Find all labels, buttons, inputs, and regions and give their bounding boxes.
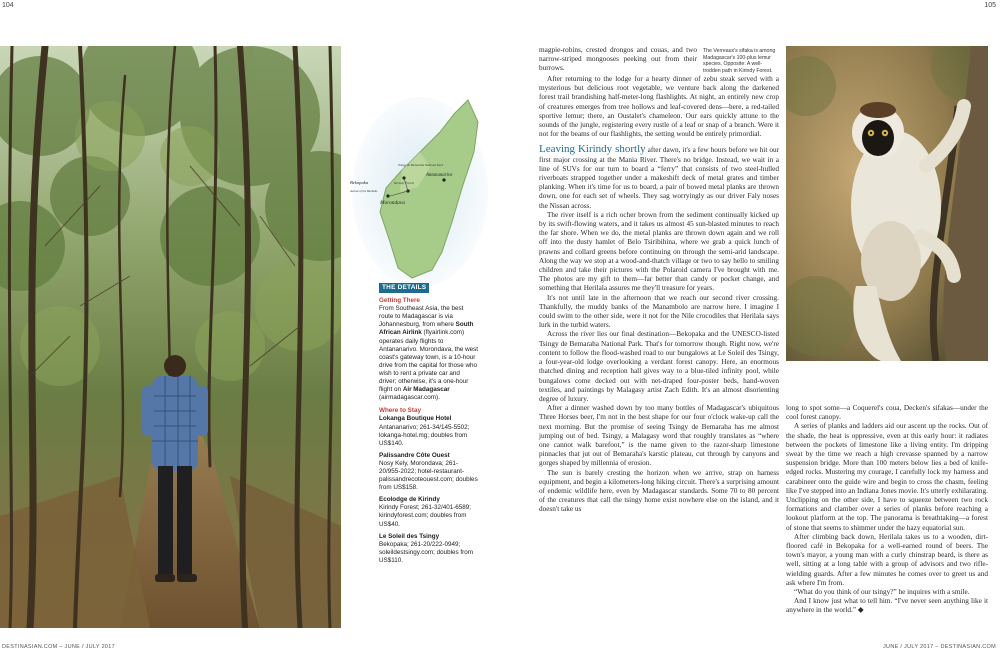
map-label-bekopaka: Bekopaka (350, 180, 369, 185)
map-label-baobabs: Avenue of the Baobabs (350, 189, 378, 193)
footer-right: JUNE / JULY 2017 – DESTINASIAN.COM (883, 644, 996, 650)
article-paragraph: It's not until late in the afternoon that we reach our second river crossing. Thankfully, the muddy banks of the Manambolo are narrow here. I imagine I could swim to the other side, were it not for the Nile crocodiles that Herilala says lurk in the turbid waters. (539, 293, 779, 330)
hotel-entry: Palissandre Côte Ouest Nosy Kely, Morondava; 261-20/955-2022; hotel-restaurant-palissandrecoteouest.com; doubles from US$158. (379, 451, 478, 492)
getting-there-text: From Southeast Asia, the best route to Madagascar is via Johannesburg, from where South African Airlink (flyairlink.com) operates daily flights to Antananarivo. Morondava, the west coast's gateway town, is a 10-hour drive from the capital for those who wish to rent a private car and driver; otherwise, it's a one-hour flight on Air Madagascar (airmadagascar.com). (379, 305, 479, 402)
page-number-left: 104 (2, 2, 14, 9)
article-paragraph: magpie-robins, crested drongos and couas, and two narrow-striped mongooses peeking out from their burrows. (539, 46, 697, 73)
page-number-right: 105 (984, 2, 996, 9)
sifaka-lemur-photo (786, 46, 988, 361)
photo-caption: The Verreaux's sifaka is among Madagascar's 100-plus lemur species. Opposite: A well-trodden path in Kirindy Forest. (703, 48, 776, 74)
article-paragraph: Across the river lies our final destination—Bekopaka and the UNESCO-listed Tsingy de Bemaraha National Park. That's for tomorrow though. Right now, we're content to follow the flood-washed road to our bungalows at Le Soleil des Tsingy, a four-year-old lodge overlooking a verdant forest canopy. Here, an enormous thatched dining and reception hall gives way to a blue-tiled infinity pool, while bungalows come decked out with net-draped four-poster beds, hand-woven textiles, and paintings by Malagasy artist Zach Edith. It's an almost disorienting degree of luxury. (539, 330, 779, 403)
article-paragraph-lead: Leaving Kirindy shortly after dawn, it's a few hours before we hit our first major crossing at the Mania River. There's no bridge. Instead, we wait in a line of SUVs for our turn to board a “ferry” that consists of two steel-hulled riverboats strapped together under a makeshift deck of metal grates and timber planking. When it's time for us to board, a pair of bowed metal planks are thrown down, one for each set of wheels. They sag worryingly as our driver Faly noses the Nissan across. (539, 143, 779, 210)
article-paragraph: long to spot some—a Coquerel's coua, Decken's sifakas—under the cool forest canopy. (786, 404, 988, 422)
article-col1 (539, 75, 779, 515)
getting-there-heading: Getting There (379, 297, 420, 305)
article-paragraph: “What do you think of our tsingy?” he inquires with a smile. (794, 588, 970, 597)
details-tag: THE DETAILS (379, 283, 429, 293)
where-to-stay-heading: Where to Stay (379, 407, 421, 415)
article-paragraph: After a dinner washed down by too many bottles of Madagascar's ubiquitous Three Horses beer, I'm not in the best shape for our four o'clock wake-up call the next morning. But the promise of seeing Tsingy de Bemaraha has me almost jumping out of bed. Tsingy, a Malagasy word that roughly translates as “where one cannot walk barefoot,” is the name given to the razor-sharp limestone pinnacles that jut out of Bemaraha's karstic plateau, cut through by canyons and gorges shaped by millennia of erosion. (539, 404, 779, 468)
article-paragraph: After returning to the lodge for a hearty dinner of zebu steak served with a mysterious but delicious root vegetable, we venture back along the darkened forest trail brandishing half-meter-long flashlights. At night, an entirely new crop of creatures emerges from tree hollows and leaf-covered dens—here, a red-tailed sportive lemur; there, an Oustalet's chameleon. Our ears quickly attune to the sounds of the jungle, registering every rustle of a leaf or snap of a branch. Were it not for the beams of our flashlights, the setting would be entirely primordial. (539, 75, 779, 139)
hotel-entry: Le Soleil des Tsingy Bekopaka; 261-20/222-0949; soleildestsingy.com; doubles from US$110. (379, 532, 474, 564)
map-label-morondava: Morondava (380, 200, 405, 206)
footer-left: DESTINASIAN.COM – JUNE / JULY 2017 (2, 644, 115, 650)
forest-path-photo (0, 46, 341, 628)
madagascar-map (350, 92, 490, 292)
map-label-kirindy: Kirindy Forest (394, 181, 414, 185)
lead-in-text: Leaving Kirindy shortly (539, 143, 646, 156)
article-paragraph: After climbing back down, Herilala takes us to a wooden, dirt-floored café in Bekopaka for a well-earned round of beers. The town's mayor, a young man with a curly chinstrap beard, is there as well, sitting at a long table with a group of advisors and two rifle-wielding guards. After a few minutes he comes over to greet us and ask where I'm from. (786, 532, 988, 587)
article-paragraph: A series of planks and ladders aid our ascent up the rocks. Out of the shade, the heat is oppressive, even at this early hour: it radiates between the pockets of limestone like a living entity. I'm dripping sweat by the time we reach a high crevasse spanned by a narrow suspension bridge. More than 100 meters below lies a bed of knife-edged rocks. Mustering my courage, I carefully lock my harness and carabineer onto the guide wire and begin to cross the chasm, feeling like I've stepped into an Indiana Jones movie. It's utterly exhilarating. Unclipping on the other side, I have to squeeze between two rock formations and clamber over a series of planks before reaching a lookout platform at the top. The panorama is breathtaking—a forest of stone that seems to shimmer under the hazy equatorial sun. (786, 422, 988, 532)
details-sidebar (379, 283, 479, 569)
article-col1-top (539, 46, 697, 74)
map-label-antananarivo: Antananarivo (426, 173, 453, 178)
article-col2 (786, 404, 988, 616)
article-paragraph: The sun is barely cresting the horizon when we arrive, strap on harness equipment, and begin a kilometers-long hiking circuit. There's a surprising amount of endemic wildlife here, even by Madagascar standards. Some 70 to 80 percent of the creatures that call the tsingy home exist nowhere else on the island, and it doesn't take us (539, 468, 779, 514)
map-label-tsingy: Tsingy de Bemaraha National Park (398, 163, 444, 167)
hotel-entry: Lokanga Boutique Hotel Antananarivo; 261-34/145-5502; lokanga-hotel.mg; doubles from US$140. (379, 415, 470, 447)
article-paragraph: The river itself is a rich ocher brown from the sediment continually kicked up by its swift-flowing waters, and it takes us almost 45 sun-blasted minutes to reach the far shore. When we do, the metal planks are thrown down again and we roll off into the dusty hamlet of Belo Tsiribihina, where we grab a quick lunch of prawns and collard greens before continuing on through the semi-arid landscape. Along the way we stop at a wood-and-thatch village or two to say hello to smiling children and take their pictures with the Polaroid camera I've brought with me. The photos are my gift to them—far better than candy or pocket change, and something that Herilala assures me they'll treasure for years. (539, 210, 779, 293)
article-paragraph: And I know just what to tell him. “I've never seen anything like it anywhere in the world.” ◆ (786, 597, 988, 615)
hotel-entry: Ecolodge de Kirindy Kirindy Forest; 261-32/401-6589; kirindyforest.com; doubles from US$40. (379, 496, 472, 528)
